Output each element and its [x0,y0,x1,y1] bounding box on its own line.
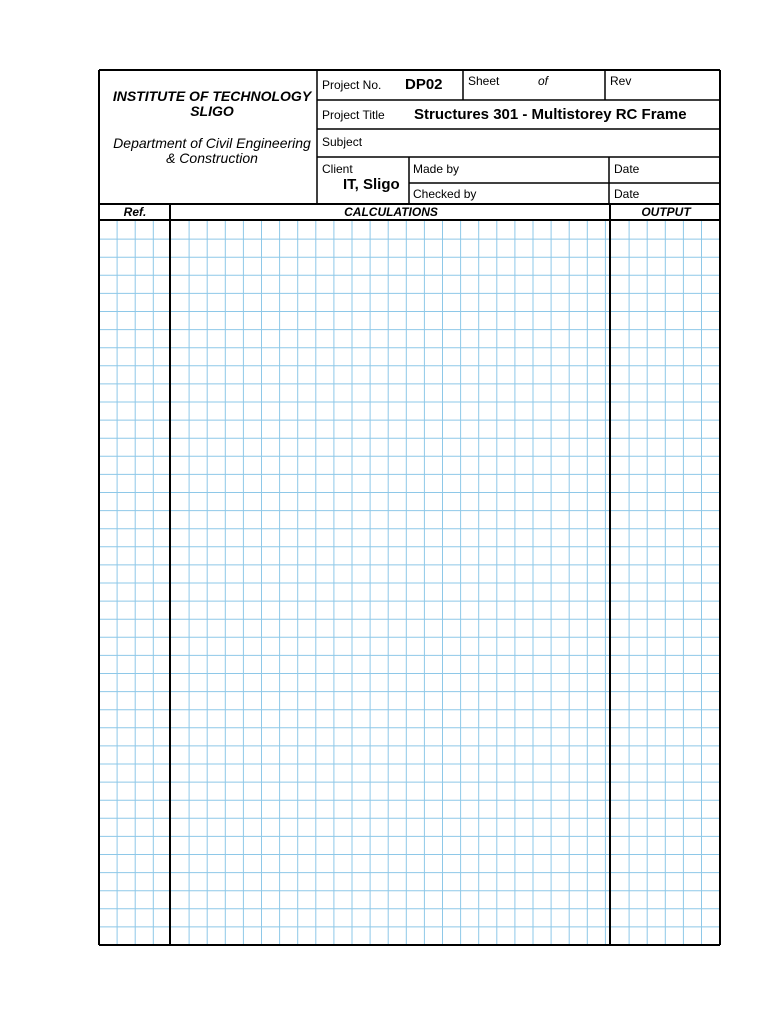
project-title-value: Structures 301 - Multistorey RC Frame [414,106,687,123]
calculations-column-header: CALCULATIONS [344,205,438,219]
output-column-header: OUTPUT [641,205,691,219]
subject-label: Subject [322,135,363,149]
client-value: IT, Sligo [343,176,400,193]
date-label-checked: Date [614,187,640,201]
rev-label: Rev [610,74,632,88]
date-label-made: Date [614,162,640,176]
sheet-label: Sheet [468,74,500,88]
made-by-label: Made by [413,162,460,176]
institution-name-line1: INSTITUTE OF TECHNOLOGY [112,88,312,104]
sheet-of-label: of [538,74,549,88]
department-line1: Department of Civil Engineering [113,135,311,151]
project-no-value: DP02 [405,76,443,93]
ref-column-header: Ref. [123,205,147,219]
client-label: Client [322,162,353,176]
institution-name-line2: SLIGO [190,103,234,119]
project-no-label: Project No. [322,78,382,92]
checked-by-label: Checked by [413,187,477,201]
department-line2: & Construction [166,150,258,166]
project-title-label: Project Title [322,108,385,122]
